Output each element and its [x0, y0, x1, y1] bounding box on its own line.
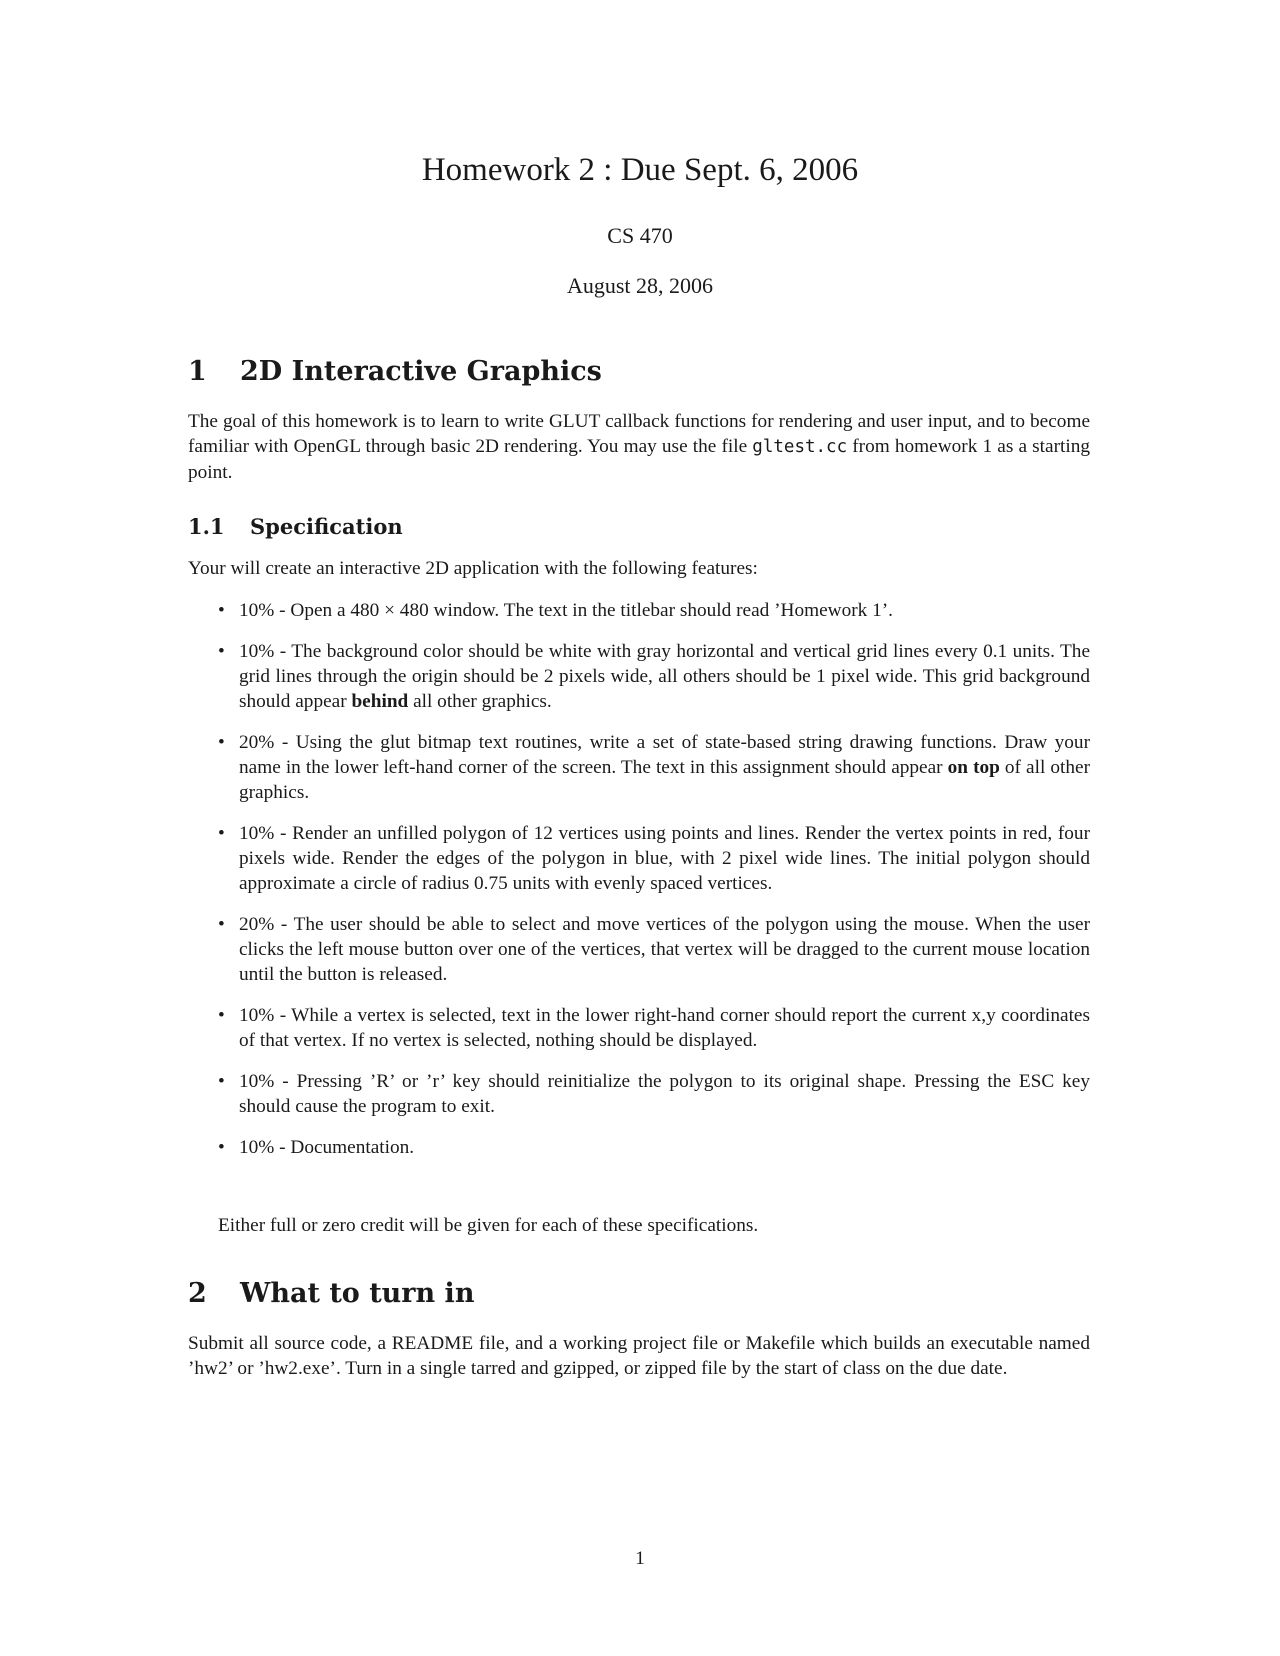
section-2-body: Submit all source code, a README file, and a working project file or Makefile which builds an executable named ’hw2’ or ’hw2.exe’. Turn in a single tarred and gzipped, or zipped file by the start of class on the due date. [188, 1333, 1090, 1379]
document-title: Homework 2 : Due Sept. 6, 2006 [421, 152, 859, 188]
list-item [188, 1003, 1090, 1053]
list-item [188, 1069, 1090, 1119]
list-item [188, 821, 1090, 896]
course-name: CS 470 [607, 223, 673, 248]
page-number: 1 [635, 1548, 645, 1569]
bullet-icon: • [218, 1071, 225, 1092]
bullet-icon: • [218, 600, 225, 621]
list-item-text: 10% - Pressing ’R’ or ’r’ key should reinitialize the polygon to its original shape. Pressing the ESC key should cause the program to exit. [239, 1071, 1090, 1117]
bullet-icon: • [218, 1137, 225, 1158]
list-item [188, 730, 1090, 805]
list-item-text: 10% - Open a 480 × 480 window. The text in the titlebar should read ’Homework 1’. [239, 600, 893, 621]
subsection-1-1-title: Specification [250, 514, 403, 539]
grading-note: Either full or zero credit will be given for each of these specifications. [218, 1215, 759, 1236]
subsection-1-1-number: 1.1 [188, 514, 225, 539]
list-item-text-end: of all other graphics. [239, 757, 1090, 803]
section-1-intro-text: The goal of this homework is to learn to write GLUT callback functions for rendering and user input, and to become familiar with OpenGL through basic 2D rendering. You may use the file [188, 411, 1090, 457]
bullet-icon: • [218, 823, 225, 844]
subsection-1-1-heading [188, 513, 403, 541]
document-date: August 28, 2006 [566, 273, 714, 298]
section-1-title: 2D Interactive Graphics [240, 356, 602, 387]
emphasis-text: behind [351, 691, 409, 712]
bullet-icon: • [218, 641, 225, 662]
list-item-text: 10% - While a vertex is selected, text in the lower right-hand corner should report the current x,y coordinates of that vertex. If no vertex is selected, nothing should be displayed. [239, 1005, 1090, 1051]
emphasis-text: on top [947, 757, 1000, 778]
bullet-icon: • [218, 1005, 225, 1026]
section-2-title: What to turn in [240, 1278, 475, 1309]
list-item [188, 639, 1090, 714]
subsection-1-1-intro: Your will create an interactive 2D application with the following features: [188, 558, 758, 579]
list-item-text-end: all other graphics. [408, 691, 552, 712]
list-item-text: 20% - The user should be able to select and move vertices of the polygon using the mouse. When the user clicks the left mouse button over one of the vertices, that vertex will be dragged to the current mouse location until the button is released. [239, 914, 1090, 985]
section-1-heading [188, 355, 602, 389]
list-item-text: 20% - Using the glut bitmap text routines, write a set of state-based string drawing functions. Draw your name in the lower left-hand corner of the screen. The text in this assignment should appear [239, 732, 1090, 778]
section-1-intro-text-end: from homework 1 as a starting point. [188, 436, 1090, 483]
list-item-text: 10% - Documentation. [239, 1137, 415, 1158]
list-item-text: 10% - Render an unfilled polygon of 12 vertices using points and lines. Render the vertex points in red, four pixels wide. Render the edges of the polygon in blue, with 2 pixel wide lines. The initial polygon should approximate a circle of radius 0.75 units with evenly spaced vertices. [239, 823, 1090, 894]
list-item-text: 10% - The background color should be white with gray horizontal and vertical grid lines every 0.1 units. The grid lines through the origin should be 2 pixels wide, all others should be 1 pixel wide. This grid background should appear [239, 641, 1090, 712]
section-1-intro [188, 409, 1090, 485]
code-filename: gltest.cc [752, 437, 848, 457]
bullet-icon: • [218, 732, 225, 753]
list-item [188, 912, 1090, 987]
bullet-icon: • [218, 914, 225, 935]
specification-list [188, 598, 1090, 1176]
section-2-heading [188, 1277, 474, 1311]
section-1-number: 1 [188, 356, 207, 387]
list-item [188, 1135, 1090, 1160]
section-2-number: 2 [188, 1278, 207, 1309]
list-item [188, 598, 1090, 623]
